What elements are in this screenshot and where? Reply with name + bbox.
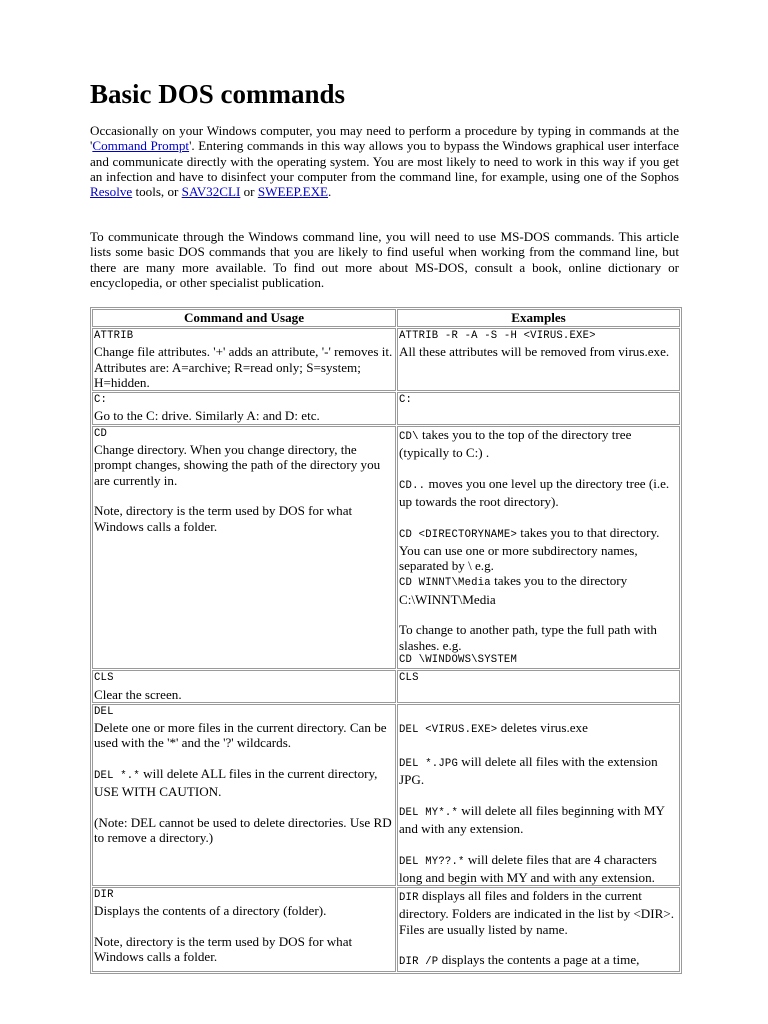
sweep-exe-link[interactable]: SWEEP.EXE <box>257 184 329 200</box>
command-cell <box>92 392 396 425</box>
example-code: DEL MY??.* <box>399 855 465 868</box>
table-row-dir <box>92 887 680 971</box>
intro-text: '. Entering commands in this way allows you to bypass the Windows graphical user interface and communicate directly with the operating system. You are most likely to need to work in this way if you get an infection and have to disinfect your computer from the command line, for example, using one of the Sophos <box>90 138 679 184</box>
example-line <box>399 952 678 970</box>
example-line <box>399 803 678 837</box>
example-code: CD \WINDOWS\SYSTEM <box>399 653 518 666</box>
example-line <box>399 888 678 922</box>
example-cell <box>397 670 680 703</box>
command-note: Note, directory is the term used by DOS for what Windows calls a folder. <box>94 933 353 965</box>
spacer <box>399 937 678 952</box>
intro-text: or <box>240 184 258 200</box>
spacer <box>399 738 678 753</box>
example-cell <box>397 704 680 886</box>
example-code: CLS <box>399 672 419 685</box>
example-line <box>399 427 678 461</box>
example-line <box>399 852 678 886</box>
example-code: CD WINNT\Media <box>399 577 491 590</box>
command-note: Note, directory is the term used by DOS for what Windows calls a folder. <box>94 503 353 534</box>
example-text: takes you to the top of the directory tree (typically to C:) . <box>399 426 632 461</box>
column-header-examples: Examples <box>397 309 680 327</box>
example-cell <box>397 328 680 391</box>
command-name: C: <box>94 394 108 407</box>
table-row-del <box>92 704 680 886</box>
example-line <box>399 525 678 574</box>
command-name: ATTRIB <box>94 330 134 342</box>
spacer <box>94 919 394 934</box>
command-prompt-link[interactable]: Command Prompt <box>92 138 190 154</box>
example-code: DEL <VIRUS.EXE> <box>399 724 498 737</box>
table-row-cd <box>92 426 680 669</box>
spacer <box>94 800 394 815</box>
intro-text: Occasionally on your Windows computer, you may need to perform a procedure by typing in commands at the ' <box>90 123 679 154</box>
dos-commands-table <box>90 307 682 974</box>
table-row-cls <box>92 670 680 703</box>
command-description: Clear the screen. <box>94 686 182 702</box>
column-header-command: Command and Usage <box>92 309 396 327</box>
example-line <box>399 476 678 510</box>
ms-dos-paragraph: To communicate through the Windows command line, you will need to use MS-DOS commands. This article lists some basic DOS commands that you are likely to find useful when working from the command line, but there are many more available. To find out more about MS-DOS, consult a book, online dictionary or encyclopedia, or other specialist publication. <box>90 229 679 290</box>
example-code: DIR <box>399 892 419 905</box>
example-code: DIR /P <box>399 956 439 969</box>
command-description: Change file attributes. '+' adds an attribute, '-' removes it. Attributes are: A=archive; R=read only; S=system; H=hidden. <box>94 344 393 390</box>
example-text: will delete all files beginning with MY and with any extension. <box>399 802 665 836</box>
example-line <box>399 720 678 738</box>
sav32cli-link[interactable]: SAV32CLI <box>181 184 241 200</box>
example-code: ATTRIB -R -A -S -H <VIRUS.EXE> <box>399 330 596 342</box>
command-cell <box>92 670 396 703</box>
table-row-attrib <box>92 328 680 391</box>
intro-text: tools, or <box>132 184 182 200</box>
page-title: Basic DOS commands <box>90 79 346 109</box>
command-description: Go to the C: drive. Similarly A: and D: etc. <box>94 408 320 424</box>
intro-paragraph <box>90 123 679 199</box>
example-cell <box>397 392 680 425</box>
spacer <box>399 460 678 475</box>
example-text: will delete all files with the extension JPG. <box>399 753 658 788</box>
example-text: deletes virus.exe <box>497 720 588 736</box>
spacer <box>94 751 394 766</box>
example-text: moves you one level up the directory tree (i.e. up towards the root directory). <box>399 475 670 509</box>
command-note: (Note: DEL cannot be used to delete directories. Use RD to remove a directory.) <box>94 814 392 846</box>
example-code: CD.. <box>399 479 426 492</box>
command-text: will delete ALL files in the current directory, USE WITH CAUTION. <box>94 766 378 800</box>
example-text: displays all files and folders in the current directory. Folders are indicated in the list by <DIR>. <box>399 888 675 922</box>
command-code: DEL *.* <box>94 770 140 783</box>
example-text: takes you to that directory. You can use one or more subdirectory names, separated by \ e.g. <box>399 524 660 574</box>
spacer <box>399 705 678 720</box>
command-description: Change directory. When you change directory, the prompt changes, showing the path of the directory you are currently in. <box>94 442 381 488</box>
command-cell <box>92 887 396 971</box>
command-description: Displays the contents of a directory (folder). <box>94 903 327 919</box>
table-header-row <box>92 309 680 327</box>
command-name: CD <box>94 427 108 440</box>
command-cell <box>92 704 396 886</box>
example-text: displays the contents a page at a time, <box>438 952 640 968</box>
command-cell <box>92 328 396 391</box>
spacer <box>399 607 678 622</box>
command-description: Delete one or more files in the current directory. Can be used with the '*' and the '?' wildcards. <box>94 720 387 751</box>
example-code: C: <box>399 394 413 407</box>
example-text: To change to another path, type the full path with slashes. e.g. <box>399 622 657 653</box>
spacer <box>399 836 678 851</box>
example-text: All these attributes will be removed from virus.exe. <box>399 344 670 360</box>
example-text: takes you to the directory C:\WINNT\Media <box>399 573 628 607</box>
example-code: CD <DIRECTORYNAME> <box>399 528 518 541</box>
command-name: CLS <box>94 672 114 685</box>
example-text: will delete files that are 4 characters long and begin with MY and with any extension. <box>399 851 657 885</box>
example-cell <box>397 887 680 971</box>
spacer <box>94 488 394 503</box>
command-name: DIR <box>94 889 114 902</box>
example-line <box>399 573 678 607</box>
table-row-c-drive <box>92 392 680 425</box>
resolve-link[interactable]: Resolve <box>90 184 133 200</box>
spacer <box>399 787 678 802</box>
command-cell <box>92 426 396 669</box>
example-line <box>399 754 678 788</box>
spacer <box>399 509 678 524</box>
example-cell <box>397 426 680 669</box>
example-code: DEL MY*.* <box>399 806 459 819</box>
example-code: DEL *.JPG <box>399 757 459 770</box>
intro-text: . <box>328 184 332 200</box>
command-name: DEL <box>94 705 114 718</box>
command-warning <box>94 766 394 800</box>
example-code: CD\ <box>399 430 419 443</box>
example-text: Files are usually listed by name. <box>399 921 568 937</box>
